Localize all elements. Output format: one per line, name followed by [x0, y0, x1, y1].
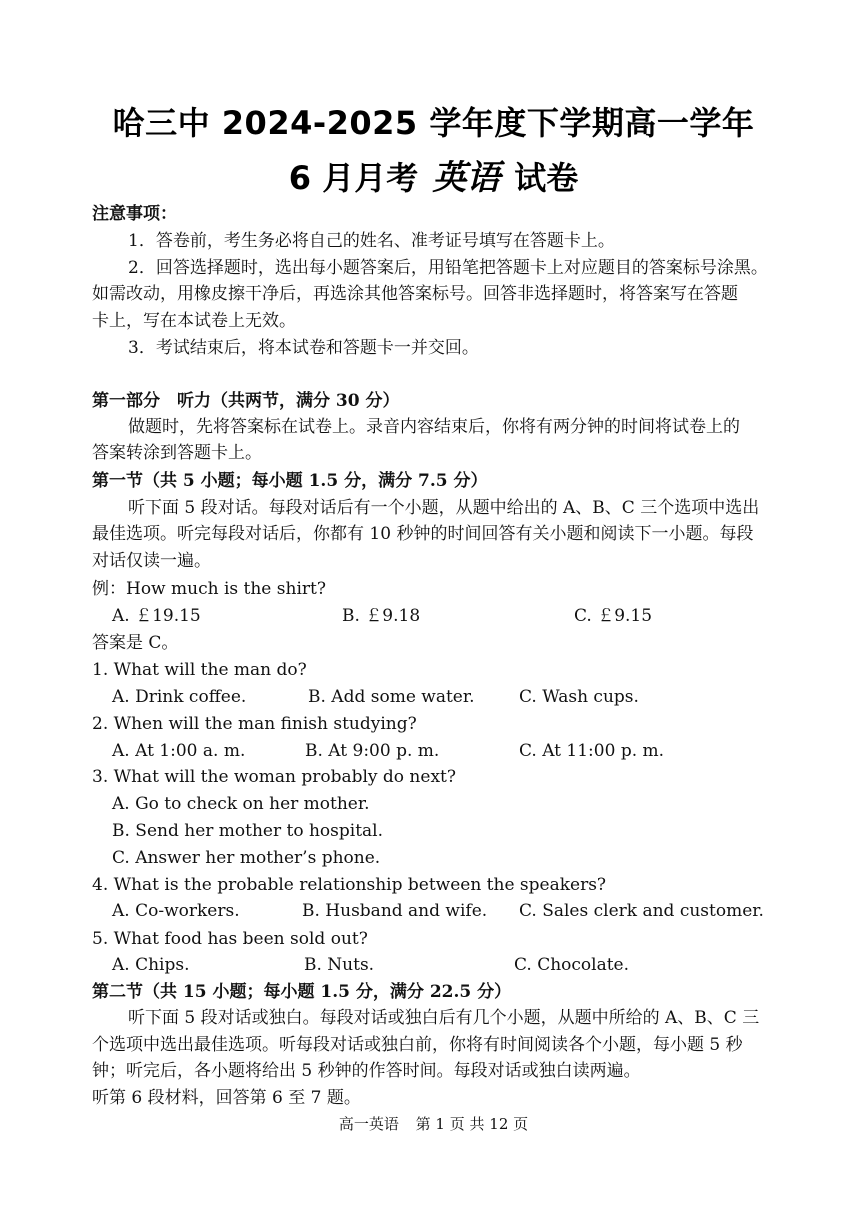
exam-subject: 英语 [432, 158, 501, 198]
option-a: A. Chips. [112, 955, 190, 975]
notice-line: 2．回答选择题时，选出每小题答案后，用铅笔把答题卡上对应题目的答案标号涂黑。 [128, 258, 768, 278]
option-b: B. At 9:00 p. m. [305, 741, 440, 761]
option-b: B. Husband and wife. [302, 901, 488, 921]
question-text: 4. What is the probable relationship between the speakers? [92, 875, 607, 895]
exam-title-line1: 哈三中 2024-2025 学年度下学期高一学年 [112, 104, 755, 142]
option-c: C. At 11:00 p. m. [519, 741, 665, 761]
example-option-a: A. ￡19.15 [112, 606, 201, 626]
option-a: A. Go to check on her mother. [112, 794, 370, 814]
option-b: B. Nuts. [304, 955, 375, 975]
question-text: 5. What food has been sold out? [92, 929, 368, 949]
page-footer [0, 1113, 867, 1134]
notice-line: 卡上，写在本试卷上无效。 [92, 311, 296, 331]
option-b: B. Add some water. [308, 687, 475, 707]
footer-subject: 高一英语 [338, 1115, 399, 1133]
option-a: A. Drink coffee. [112, 687, 247, 707]
section1-heading: 第一节（共 5 小题；每小题 1.5 分，满分 7.5 分） [92, 471, 488, 491]
exam-title-line2 [0, 150, 867, 199]
question-text: 2. When will the man finish studying? [92, 714, 417, 734]
question-text: 1. What will the man do? [92, 660, 307, 680]
option-a: A. At 1:00 a. m. [112, 741, 246, 761]
notice-line: 1．答卷前，考生务必将自己的姓名、准考证号填写在答题卡上。 [128, 231, 615, 251]
part1-text: 答案转涂到答题卡上。 [92, 443, 262, 463]
section1-text: 听下面 5 段对话。每段对话后有一个小题，从题中给出的 A、B、C 三个选项中选出 [128, 498, 760, 518]
example-option-b: B. ￡9.18 [342, 606, 421, 626]
exam-paper-label: 试卷 [514, 159, 579, 197]
question-text: 3. What will the woman probably do next? [92, 767, 456, 787]
part1-text: 做题时，先将答案标在试卷上。录音内容结束后，你将有两分钟的时间将试卷上的 [128, 417, 740, 437]
option-c: C. Answer her mother’s phone. [112, 848, 381, 868]
footer-page-number: 第 1 页 共 12 页 [415, 1115, 529, 1133]
option-c: C. Chocolate. [514, 955, 630, 975]
example-question: 例：How much is the shirt? [92, 579, 326, 599]
section2-heading: 第二节（共 15 小题；每小题 1.5 分，满分 22.5 分） [92, 982, 512, 1002]
section2-text: 个选项中选出最佳选项。听每段对话或独白前，你将有时间阅读各个小题，每小题 5 秒 [92, 1035, 743, 1055]
option-a: A. Co-workers. [112, 901, 240, 921]
part1-heading: 第一部分 听力（共两节，满分 30 分） [92, 391, 400, 411]
section2-text: 听第 6 段材料，回答第 6 至 7 题。 [92, 1088, 361, 1108]
option-c: C. Wash cups. [519, 687, 639, 707]
option-b: B. Send her mother to hospital. [112, 821, 384, 841]
notice-line: 3．考试结束后，将本试卷和答题卡一并交回。 [128, 338, 479, 358]
notice-line: 如需改动，用橡皮擦干净后，再选涂其他答案标号。回答非选择题时，将答案写在答题 [92, 284, 738, 304]
section2-text: 听下面 5 段对话或独白。每段对话或独白后有几个小题，从题中所给的 A、B、C 三 [128, 1008, 760, 1028]
exam-month: 6 月月考 [288, 159, 419, 197]
section1-text: 对话仅读一遍。 [92, 551, 211, 571]
notice-heading: 注意事项： [92, 204, 177, 224]
example-option-c: C. ￡9.15 [574, 606, 653, 626]
example-answer: 答案是 C。 [92, 633, 179, 653]
section1-text: 最佳选项。听完每段对话后，你都有 10 秒钟的时间回答有关小题和阅读下一小题。每段 [92, 524, 754, 544]
section2-text: 钟；听完后，各小题将给出 5 秒钟的作答时间。每段对话或独白读两遍。 [92, 1061, 641, 1081]
option-c: C. Sales clerk and customer. [519, 901, 764, 921]
